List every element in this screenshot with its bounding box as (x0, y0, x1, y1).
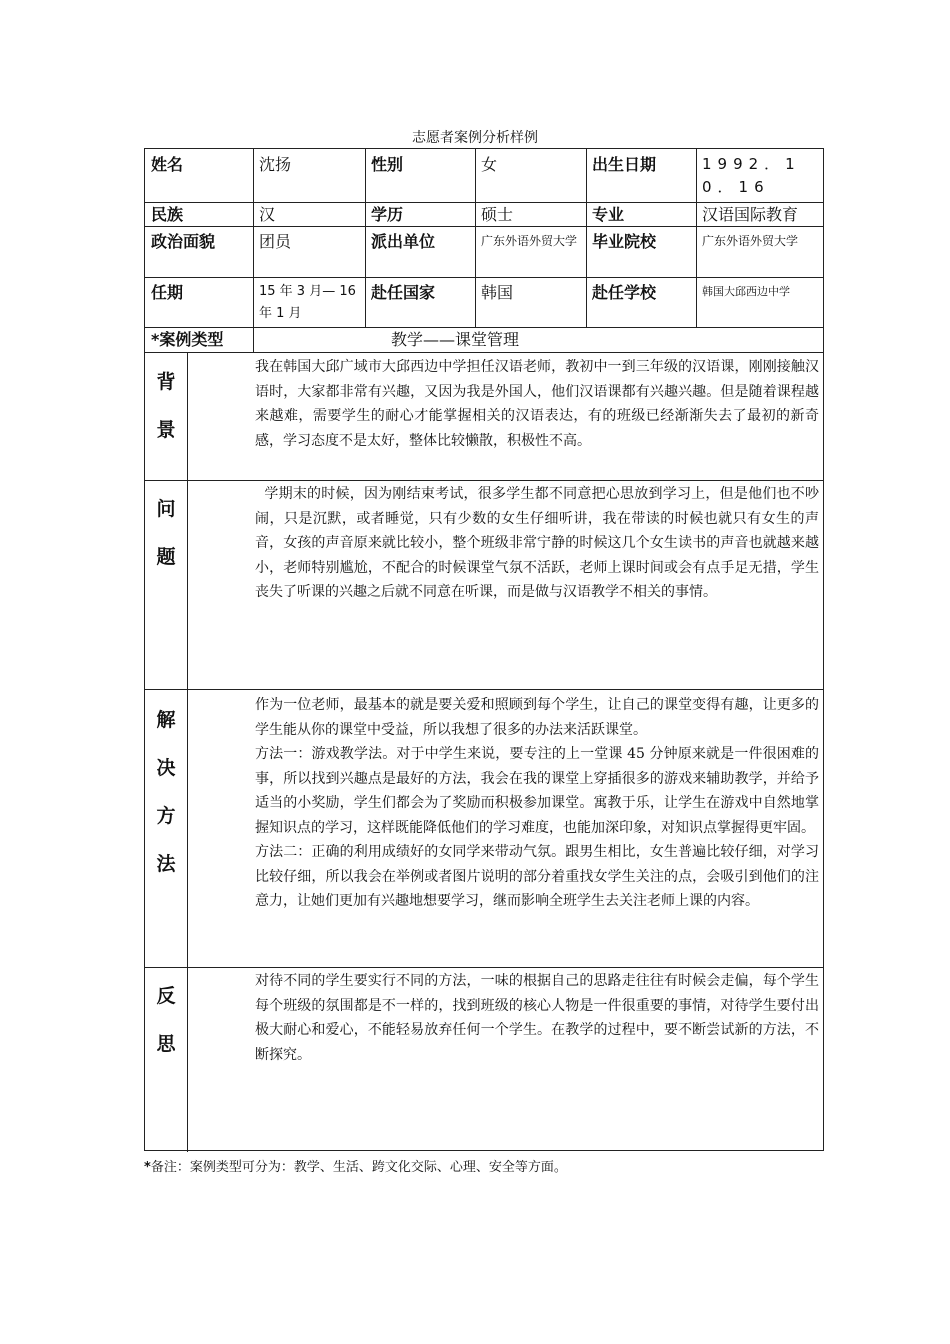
major-value: 汉语国际教育 (702, 205, 799, 224)
label-char: 反 (156, 985, 176, 1007)
term-label: 任期 (151, 283, 184, 302)
footnote-asterisk: * (144, 1160, 151, 1175)
case-type-label: *案例类型 (151, 330, 224, 349)
name-value: 沈扬 (259, 155, 292, 174)
dispatch-label: 派出单位 (371, 232, 436, 251)
solution-section-label (145, 705, 187, 876)
solution-text (255, 693, 819, 914)
label-char: 问 (156, 498, 176, 520)
background-section-label (145, 367, 187, 442)
problem-section-label (145, 494, 187, 569)
paragraph: 方法一：游戏教学法。对于中学生来说，要专注的上一堂课 45 分钟原来就是一件很困难的事，所以找到兴趣点是最好的方法，我会在我的课堂上穿插很多的游戏来辅助教学，并给予适当的小奖励，学生们都会为了奖励而积极参加课堂。寓教于乐，让学生在游戏中自然地掌握知识点的学习，这样既能降低他们的学习难度，也能加深印象，对知识点掌握得更牢固。 (255, 746, 819, 836)
footnote-text: 备注：案例类型可分为：教学、生活、跨文化交际、心理、安全等方面。 (150, 1160, 567, 1175)
label-char: 法 (156, 853, 176, 875)
footnote (144, 1156, 567, 1175)
country-label: 赴任国家 (371, 283, 436, 302)
ethnic-value: 汉 (259, 205, 276, 224)
problem-text (255, 482, 819, 605)
gender-label: 性别 (371, 155, 404, 174)
document-title: 志愿者案例分析样例 (412, 130, 538, 146)
name-label: 姓名 (151, 155, 184, 174)
political-value: 团员 (259, 232, 292, 251)
country-value: 韩国 (481, 283, 514, 302)
birth-value: 1992．10．16 (702, 155, 801, 196)
label-char: 背 (156, 371, 176, 393)
label-char: 景 (156, 419, 176, 441)
political-label: 政治面貌 (151, 232, 216, 251)
label-char: 方 (156, 805, 176, 827)
paragraph: 我在韩国大邱广域市大邱西边中学担任汉语老师，教初中一到三年级的汉语课，刚刚接触汉语时，大家都非常有兴趣，又因为我是外国人，他们汉语课都有兴趣兴趣。但是随着课程越来越难，需要学生的耐心才能掌握相关的汉语表达，有的班级已经渐渐失去了最初的新奇感，学习态度不是太好，整体比较懒散，积极性不高。 (255, 359, 819, 449)
graduate-school-label: 毕业院校 (592, 232, 657, 251)
reflection-text (255, 969, 819, 1067)
label-char: 决 (156, 757, 176, 779)
education-value: 硕士 (481, 205, 514, 224)
case-type-value: 教学——课堂管理 (391, 330, 520, 349)
paragraph: 对待不同的学生要实行不同的方法，一味的根据自己的思路走往往有时候会走偏，每个学生每个班级的氛围都是不一样的，找到班级的核心人物是一件很重要的事情，对待学生要付出极大耐心和爱心，不能轻易放弃任何一个学生。在教学的过程中，要不断尝试新的方法，不断探究。 (255, 973, 819, 1063)
background-text (255, 355, 819, 453)
label-char: 解 (156, 709, 176, 731)
education-label: 学历 (371, 205, 404, 224)
label-char: 思 (156, 1033, 176, 1055)
gender-value: 女 (481, 155, 498, 174)
paragraph: 方法二：正确的利用成绩好的女同学来带动气氛。跟男生相比，女生普遍比较仔细，对学习比较仔细，所以我会在举例或者图片说明的部分着重找女学生关注的点，会吸引到他们的注意力，让她们更加有兴趣地想要学习，继而影响全班学生去关注老师上课的内容。 (255, 844, 819, 909)
post-school-value: 韩国大邱西边中学 (702, 285, 790, 298)
paragraph: 学期末的时候，因为刚结束考试，很多学生都不同意把心思放到学习上，但是他们也不吵闹，只是沉默，或者睡觉，只有少数的女生仔细听讲，我在带读的时候也就只有女生的声音，女孩的声音原来就比较小，整个班级非常宁静的时候这几个女生读书的声音也就越来越小，老师特别尴尬，不配合的时候课堂气氛不活跃，老师上课时间或会有点手足无措，学生丧失了听课的兴趣之后就不同意在听课，而是做与汉语教学不相关的事情。 (255, 486, 819, 600)
birth-label: 出生日期 (592, 155, 657, 174)
reflection-section-label (145, 981, 187, 1056)
label-char: 题 (156, 546, 176, 568)
case-analysis-form (144, 148, 824, 1151)
dispatch-value: 广东外语外贸大学 (481, 234, 578, 248)
paragraph: 作为一位老师，最基本的就是要关爱和照顾到每个学生，让自己的课堂变得有趣，让更多的学生能从你的课堂中受益，所以我想了很多的办法来活跃课堂。 (255, 697, 819, 738)
post-school-label: 赴任学校 (592, 283, 657, 302)
term-value: 15 年 3 月— 16 年 1 月 (259, 284, 356, 321)
major-label: 专业 (592, 205, 625, 224)
graduate-school-value: 广东外语外贸大学 (702, 234, 799, 248)
ethnic-label: 民族 (151, 205, 184, 224)
